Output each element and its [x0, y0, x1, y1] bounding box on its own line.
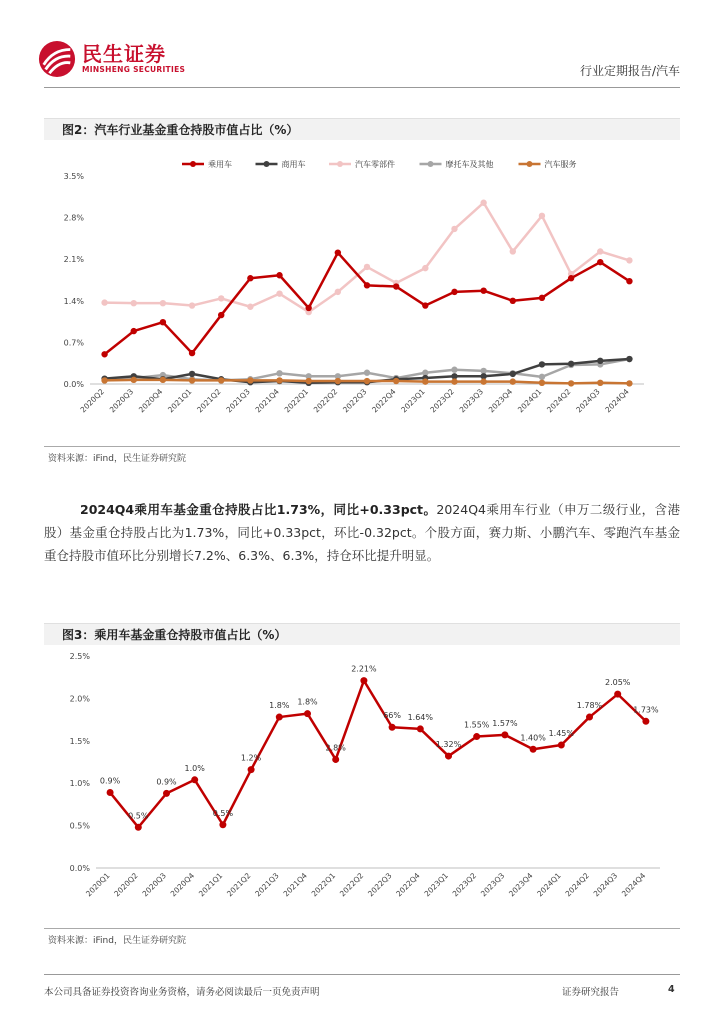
data-point: [247, 377, 253, 383]
data-point: [451, 378, 457, 384]
data-point: [276, 290, 282, 296]
data-point: [568, 361, 574, 367]
x-tick-label: 2021Q4: [281, 871, 309, 899]
data-label: 0.9%: [156, 777, 177, 787]
data-point: [614, 691, 621, 698]
data-point: [539, 213, 545, 219]
x-tick-label: 2024Q3: [574, 387, 602, 415]
data-point: [480, 200, 486, 206]
data-point: [189, 371, 195, 377]
data-point: [626, 356, 632, 362]
data-point: [422, 378, 428, 384]
page-number: 4: [668, 984, 675, 995]
data-point: [626, 380, 632, 386]
y-tick-label: 2.1%: [63, 255, 84, 265]
chart1: [44, 146, 680, 446]
x-tick-label: 2021Q4: [253, 387, 281, 415]
legend-item: [256, 159, 306, 169]
data-point: [304, 710, 311, 717]
data-point: [451, 226, 457, 232]
analysis-paragraph: [44, 498, 680, 567]
data-point: [101, 377, 107, 383]
data-label: 2.05%: [604, 678, 631, 688]
y-tick-label: 1.0%: [69, 779, 90, 789]
data-point: [191, 776, 198, 783]
data-point: [597, 259, 603, 265]
data-point: [131, 328, 137, 334]
data-point: [539, 295, 545, 301]
data-point: [473, 733, 480, 740]
logo-cn: 民生证券: [82, 42, 166, 66]
data-point: [422, 265, 428, 271]
legend-swatch-marker: [527, 161, 533, 167]
data-point: [626, 278, 632, 284]
data-point: [335, 289, 341, 295]
data-point: [364, 264, 370, 270]
x-tick-label: 2023Q2: [450, 871, 479, 899]
x-tick-label: 2021Q3: [224, 387, 252, 415]
figure2-title: 图3：乘用车基金重仓持股市值占比（%）: [44, 623, 680, 645]
x-tick-label: 2021Q1: [196, 871, 225, 899]
data-point: [510, 378, 516, 384]
footer-report-label: 证券研究报告: [562, 987, 620, 998]
data-point: [189, 350, 195, 356]
figure1-source: 资料来源：iFind，民生证券研究院: [48, 454, 186, 464]
data-point: [364, 378, 370, 384]
data-label: 1.8%: [297, 697, 318, 707]
data-point: [247, 304, 253, 310]
x-tick-label: 2020Q4: [168, 871, 197, 899]
data-point: [247, 275, 253, 281]
data-point: [248, 766, 255, 773]
y-tick-label: 1.5%: [69, 736, 90, 746]
data-point: [163, 790, 170, 797]
data-label: 1.40%: [520, 733, 546, 743]
legend-label: 汽车服务: [544, 160, 577, 169]
x-tick-label: 2023Q3: [478, 871, 507, 899]
x-tick-label: 2023Q2: [428, 387, 456, 415]
y-tick-label: 3.5%: [63, 172, 84, 181]
x-tick-label: 2023Q4: [486, 387, 515, 415]
minsheng-logo-icon: [38, 40, 76, 78]
x-tick-label: 2020Q3: [107, 387, 136, 415]
data-point: [335, 378, 341, 384]
x-tick-label: 2022Q2: [311, 387, 340, 415]
x-tick-label: 2021Q3: [253, 871, 281, 899]
data-point: [107, 789, 114, 796]
x-tick-label: 2024Q2: [545, 387, 573, 415]
legend-label: 摩托车及其他: [445, 160, 494, 169]
legend-label: 汽车零部件: [355, 160, 395, 169]
data-label: 1.78%: [576, 701, 603, 711]
x-tick-label: 2022Q1: [309, 871, 338, 899]
x-tick-label: 2020Q2: [112, 871, 140, 899]
chart2: [44, 648, 680, 928]
x-tick-label: 2020Q2: [78, 387, 106, 415]
figure1-title: 图2：汽车行业基金重仓持股市值占比（%）: [44, 118, 680, 140]
data-point: [218, 312, 224, 318]
data-point: [160, 319, 166, 325]
report-type: 行业定期报告/汽车: [579, 64, 680, 78]
data-point: [332, 756, 339, 763]
logo-en: MINSHENG SECURITIES: [82, 65, 186, 74]
footer-disclaimer: 本公司具备证券投资咨询业务资格，请务必阅读最后一页免责声明: [44, 987, 320, 998]
x-tick-label: 2020Q4: [136, 387, 165, 415]
x-tick-label: 2020Q3: [140, 871, 168, 899]
data-point: [135, 824, 142, 831]
legend-label: 商用车: [281, 160, 306, 169]
data-point: [445, 753, 452, 760]
x-tick-label: 2021Q2: [225, 871, 253, 899]
y-tick-label: 2.5%: [69, 652, 90, 661]
data-point: [539, 361, 545, 367]
figure2-source: 资料来源：iFind，民生证券研究院: [48, 936, 186, 946]
data-point: [305, 378, 311, 384]
data-point: [189, 302, 195, 308]
data-point: [218, 377, 224, 383]
y-tick-label: 2.8%: [63, 213, 84, 223]
data-label: 0.5%: [128, 811, 149, 821]
x-tick-label: 2023Q1: [399, 387, 427, 415]
data-point: [539, 374, 545, 380]
data-label: 2.21%: [351, 664, 377, 674]
data-label: 1.55%: [463, 720, 490, 730]
data-point: [568, 275, 574, 281]
x-tick-label: 2023Q1: [422, 871, 450, 899]
x-tick-label: 2022Q3: [366, 871, 394, 899]
data-point: [501, 731, 508, 738]
data-point: [364, 282, 370, 288]
data-point: [480, 287, 486, 293]
x-tick-label: 2023Q3: [457, 387, 486, 415]
header-divider: [44, 87, 680, 88]
data-point: [597, 380, 603, 386]
data-point: [360, 677, 367, 684]
y-tick-label: 2.0%: [69, 694, 90, 704]
data-label: 0.5%: [212, 808, 234, 818]
legend-swatch-marker: [428, 161, 434, 167]
data-point: [530, 746, 537, 753]
data-label: 1.8%: [269, 701, 290, 711]
data-point: [393, 378, 399, 384]
data-point: [189, 377, 195, 383]
data-point: [131, 377, 137, 383]
data-point: [276, 272, 282, 278]
x-tick-label: 2022Q1: [282, 387, 311, 415]
x-tick-label: 2022Q2: [337, 871, 366, 899]
data-point: [218, 295, 224, 301]
y-tick-label: 0.0%: [63, 380, 84, 389]
data-label: 1.57%: [492, 718, 518, 728]
x-tick-label: 2022Q3: [341, 387, 369, 415]
data-point: [276, 377, 282, 383]
y-tick-label: 0.0%: [69, 864, 90, 873]
series-line: [105, 203, 630, 312]
data-point: [586, 714, 593, 721]
x-tick-label: 2021Q2: [195, 387, 223, 415]
y-tick-label: 0.5%: [69, 821, 90, 831]
x-tick-label: 2024Q3: [591, 871, 620, 899]
data-label: 1.0%: [184, 763, 205, 773]
data-point: [480, 378, 486, 384]
y-tick-label: 1.4%: [63, 296, 84, 306]
series-line: [110, 681, 646, 828]
data-label: 1.45%: [548, 729, 575, 739]
data-point: [276, 370, 282, 376]
legend-item: [182, 159, 232, 169]
legend-item: [329, 159, 395, 169]
legend-swatch-marker: [337, 161, 343, 167]
data-label: 2.8%: [325, 743, 346, 753]
legend-swatch-marker: [190, 161, 196, 167]
data-point: [642, 718, 649, 725]
x-tick-label: 2020Q1: [84, 871, 112, 899]
data-point: [101, 299, 107, 305]
x-tick-label: 2024Q4: [619, 871, 648, 899]
data-point: [451, 367, 457, 373]
legend-item: [420, 159, 494, 169]
data-point: [597, 358, 603, 364]
data-point: [539, 380, 545, 386]
data-label: 66%: [383, 711, 401, 721]
data-point: [558, 742, 565, 749]
data-point: [597, 248, 603, 254]
data-point: [131, 300, 137, 306]
data-point: [364, 370, 370, 376]
data-point: [510, 371, 516, 377]
paragraph-bold: 2024Q4乘用车基金重仓持股占比1.73%，同比+0.33pct。: [80, 502, 437, 517]
data-point: [160, 300, 166, 306]
data-point: [305, 305, 311, 311]
x-tick-label: 2022Q4: [394, 871, 422, 899]
data-point: [510, 248, 516, 254]
data-point: [422, 302, 428, 308]
legend-label: 乘用车: [208, 160, 232, 169]
data-point: [160, 377, 166, 383]
x-tick-label: 2022Q4: [370, 387, 398, 415]
data-point: [417, 725, 424, 732]
data-label: 1.2%: [240, 753, 262, 763]
data-point: [101, 351, 107, 357]
data-point: [451, 289, 457, 295]
x-tick-label: 2023Q4: [507, 871, 535, 899]
data-label: 0.9%: [99, 776, 121, 786]
figure1-divider: [44, 446, 680, 447]
legend-swatch-marker: [264, 161, 270, 167]
paragraph-text: 2024Q4乘用车行业（申万二级行业，含港股）基金重仓持股占比为1.73%，同比+0.33pct，环比-0.32pct。个股方面，赛力斯、小鹏汽车、零跑汽车基金重仓持股市值环比分别增长7.2%、6.3%、6.3%，持仓环比提升明显。: [44, 502, 680, 563]
data-label: 1.73%: [633, 705, 659, 715]
y-tick-label: 0.7%: [63, 338, 84, 348]
x-tick-label: 2024Q2: [563, 871, 591, 899]
x-tick-label: 2024Q1: [515, 387, 544, 415]
data-point: [389, 724, 396, 731]
figure2-divider: [44, 928, 680, 929]
footer-divider: [44, 974, 680, 975]
logo: [38, 40, 185, 78]
data-point: [393, 283, 399, 289]
legend-item: [519, 159, 577, 169]
data-point: [276, 714, 283, 721]
data-label: 1.64%: [407, 712, 434, 722]
x-tick-label: 2024Q4: [603, 387, 631, 415]
data-point: [510, 298, 516, 304]
x-tick-label: 2024Q1: [535, 871, 563, 899]
data-point: [219, 821, 226, 828]
data-label: 1.32%: [435, 740, 462, 750]
data-point: [335, 249, 341, 255]
x-tick-label: 2021Q1: [166, 387, 194, 415]
data-point: [626, 257, 632, 263]
data-point: [568, 380, 574, 386]
